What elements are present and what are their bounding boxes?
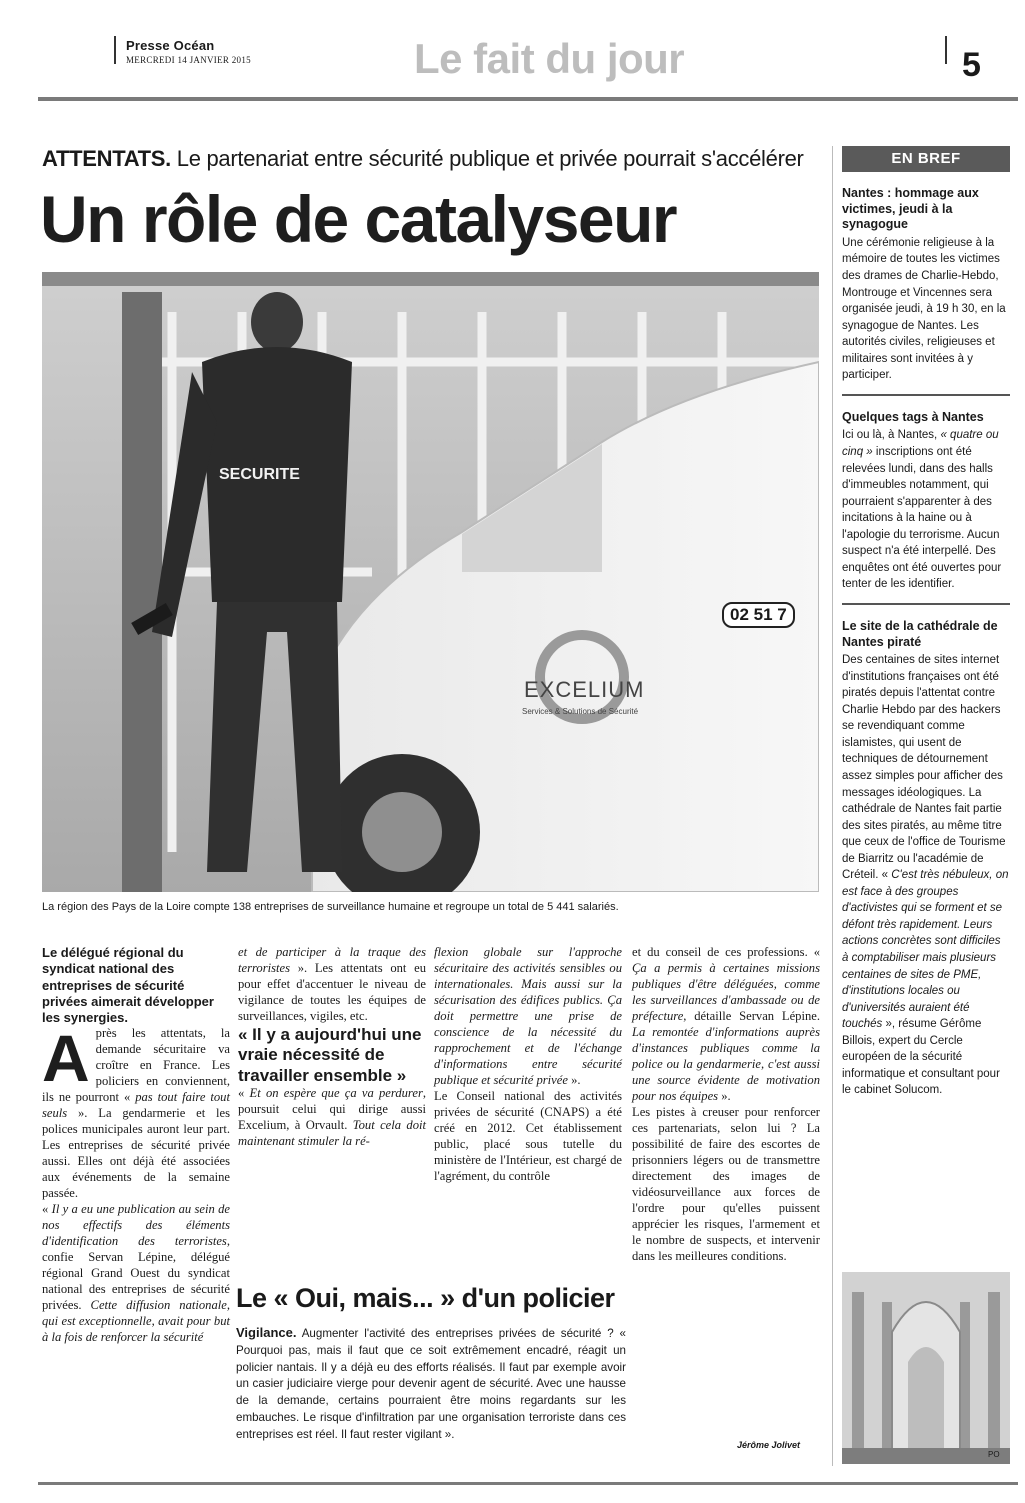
van-brand: EXCELIUM	[524, 677, 645, 702]
brief-title: Quelques tags à Nantes	[842, 409, 984, 424]
brief-separator	[842, 394, 1010, 396]
article-column-2	[238, 945, 426, 1150]
brief-body: Des centaines de sites internet d'institutions françaises ont été piratés depuis l'attentat contre Charlie Hebdo par des hackers se revendiquant comme islamistes, qui usent de techniques de détournement assez simples pour afficher des messages idéologiques. La cathédrale de Nantes fait partie des sites piratés, au même titre que ceux de l'office de Tourisme de Biarritz ou l'académie de Créteil. « C'est très nébuleux, on est face à des groupes d'activistes qui se forment et se défont très rapidement. Leurs actions concrètes sont difficiles à comptabiliser mais plusieurs centaines de sites de PME, d'institutions locales ou d'universités auraient été touchés », résume Gérôme Billois, expert du Cercle européen de la sécurité informatique et consultant pour le cabinet Solucom.	[842, 654, 1009, 1097]
sidebar-header: EN BREF	[842, 146, 1010, 172]
byline: Jérôme Jolivet	[737, 1440, 801, 1450]
masthead	[0, 0, 1025, 100]
section-title: Le fait du jour	[414, 35, 685, 82]
photo-credit: PO	[988, 1450, 1000, 1459]
article-text: flexion globale sur l'approche sécuritaire des activités sensibles ou internationales. Mais aussi sur la sécurisation des édifices publics. Ça doit permettre une prise de conscience de la nécessité du rapprochement et de l'échange d'informations entre sécurité publique et sécurité privée ». Le Conseil national des activités privées de sécurité (CNAPS) a été créé en 2012. Cet établissement public, placé sous tutelle du ministère de l'Intérieur, est chargé de l'agrément, du contrôle	[434, 945, 622, 1183]
brief-item	[842, 186, 1010, 384]
article-column-4	[632, 945, 820, 1265]
article-text: et de participer à la traque des terroristes ». Les attentats ont eu pour effet d'accentuer le niveau de vigilance de toutes les équipes de surveillances, vigiles, etc.	[238, 945, 426, 1023]
brief-separator	[842, 603, 1010, 605]
article-text: et du conseil de ces professions. « Ça a permis à certaines missions publiques d'être déléguées, comme les surveillances d'ambassade ou de préfecture, détaille Servan Lépine. La remontée d'informations auprès d'instances publiques comme la police ou la gendarmerie, c'est aussi une source évidente de motivation pour nos équipes ». Les pistes à creuser pour renforcer ces partenariats, selon lui ? La possibilité de faire des escortes de prisonniers légers ou de transmettre directement des images de vidéosurveillance aux forces de l'ordre pour qu'elles puissent apprécier les risques, l'armement et le nombre de suspects, et intervenir dans les meilleures conditions.	[632, 945, 820, 1263]
article-lead: Le délégué régional du syndicat national des entreprises de sécurité privées aimerait développer les synergies.	[42, 945, 214, 1025]
photo-caption: La région des Pays de la Loire compte 138 entreprises de surveillance humaine et regroupe un total de 5 441 salariés.	[42, 901, 619, 913]
article-column-3	[434, 945, 622, 1185]
brief-item	[842, 410, 1010, 593]
brief-body: Ici ou là, à Nantes, « quatre ou cinq » inscriptions ont été relevées lundi, dans des halls d'immeubles notamment, qui pourraient s'apparenter à des incitations à la haine ou à l'apologie du terrorisme. Aucun suspect n'a été interpellé. Des enquêtes ont été ouvertes pour tenter de les identifier.	[842, 429, 1002, 591]
footer-rule	[38, 1482, 1018, 1485]
masthead-divider-left	[114, 36, 116, 64]
brief-title: Nantes : hommage aux victimes, jeudi à la synagogue	[842, 186, 979, 232]
sidebar-divider	[832, 146, 833, 1466]
brief-title: Le site de la cathédrale de Nantes piraté	[842, 618, 998, 649]
article-text: près les attentats, la demande sécuritaire va croître en France. Les policiers en conviennent, ils ne pourront « pas tout faire tout seuls ». La gendarmerie et les polices municipales auront leur part. Les entreprises de sécurité privée aussi. Elles ont déjà été associées aux événements de la semaine passée. « Il y a eu une publication au sein de nos effectifs des éléments d'identification des terroristes, confie Servan Lépine, délégué régional Grand Ouest du syndicat national des entreprises de sécurité privées. Cette diffusion nationale, qui est exceptionnelle, avait pour but à la fois de renforcer la sécurité	[42, 1026, 230, 1344]
van-tagline: Services & Solutions de Sécurité	[522, 707, 639, 716]
masthead-divider-right	[945, 36, 947, 64]
cathedral-photo	[842, 1272, 1010, 1464]
kicker-keyword: ATTENTATS.	[42, 146, 171, 171]
newspaper-name: Presse Océan	[126, 38, 215, 53]
article-column-1	[42, 945, 230, 1346]
sidebar-en-bref	[842, 146, 1010, 1099]
drop-cap: A	[42, 1021, 90, 1096]
article-photo	[42, 272, 819, 892]
van-phone: 02 51 7	[722, 602, 795, 628]
inset-text: Augmenter l'activité des entreprises privées de sécurité ? « Pourquoi pas, mais il faut que ce soit extrêmement encadré, réagit un policier nantais. Il y a déjà eu des efforts réalisés. Il faut par exemple avoir un casier judiciaire vierge pour devenir agent de sécurité. Avec une hausse de la demande, certains pourraient être moins regardants sur les embauches. Le risque d'infiltration par une organisation terroriste dans ces entreprises est réel. Il faut rester vigilant ».	[236, 1327, 626, 1441]
inset-body	[236, 1324, 626, 1444]
cathedral-illustration	[842, 1272, 1010, 1464]
brief-item	[842, 619, 1010, 1099]
article-text: « Et on espère que ça va perdurer, poursuit celui qui dirige aussi Excelium, à Orvault. Tout cela doit maintenant stimuler la ré-	[238, 1086, 427, 1149]
kicker	[42, 146, 822, 172]
brief-body: Une cérémonie religieuse à la mémoire de toutes les victimes des drames de Charlie-Hebdo, Montrouge et Vincennes sera organisée jeudi, à 19 h 30, en la synagogue de Nantes. Les autorités civiles, religieuses et militaires sont invitées à y participer.	[842, 236, 1006, 382]
masthead-rule	[38, 97, 1018, 101]
inset-keyword: Vigilance.	[236, 1325, 297, 1340]
inset-title: Le « Oui, mais... » d'un policier	[236, 1283, 615, 1313]
photo-illustration	[42, 272, 819, 892]
inset-box	[236, 1283, 826, 1444]
page-number: 5	[962, 46, 981, 84]
kicker-text: Le partenariat entre sécurité publique et privée pourrait s'accélérer	[176, 146, 804, 171]
pull-quote: « Il y a aujourd'hui une vraie nécessité de travailler ensemble »	[238, 1024, 422, 1085]
headline: Un rôle de catalyseur	[40, 182, 677, 256]
vest-text: SECURITE	[219, 466, 300, 483]
issue-date: MERCREDI 14 JANVIER 2015	[126, 55, 251, 65]
